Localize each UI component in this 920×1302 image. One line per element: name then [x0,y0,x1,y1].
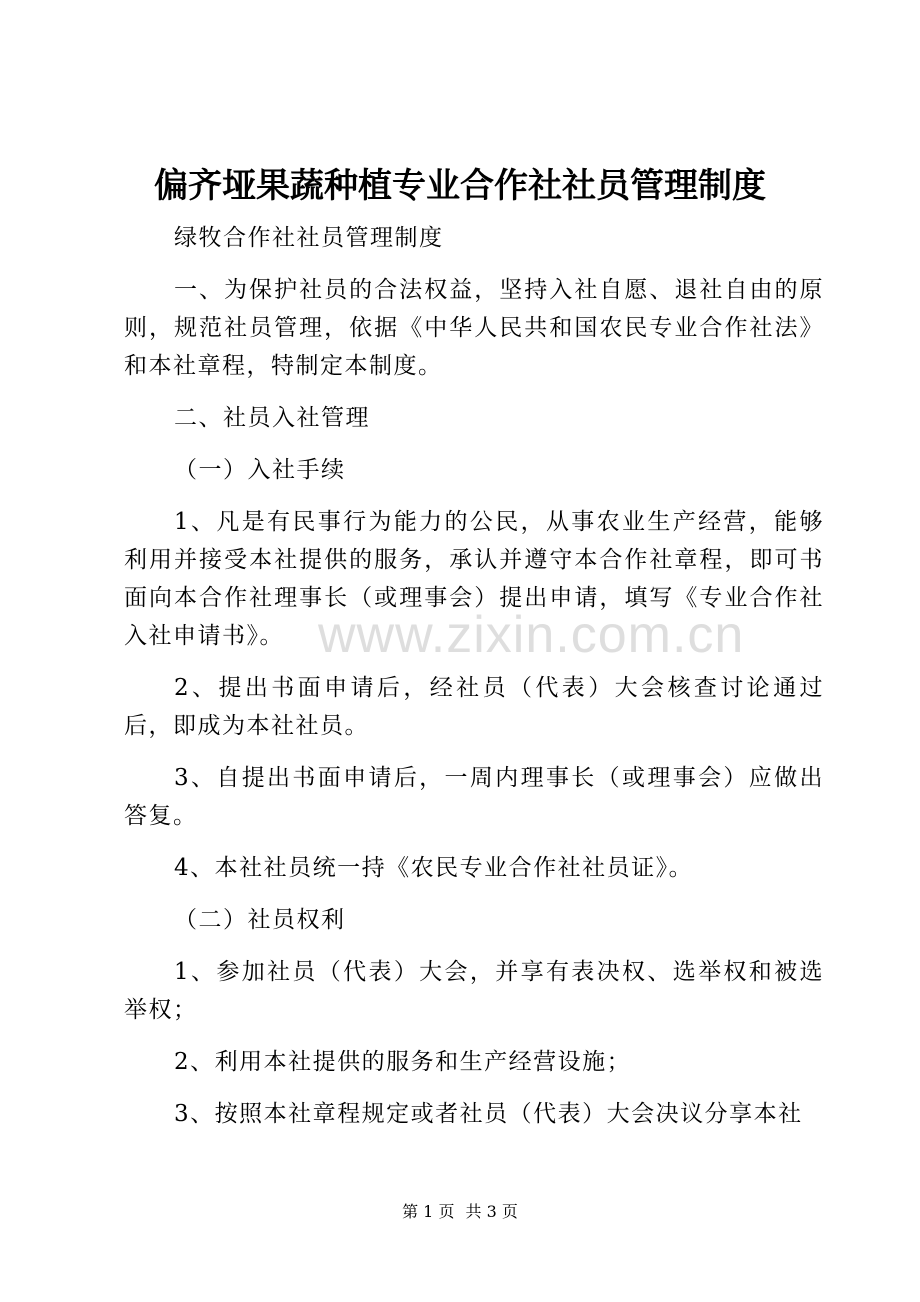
document-body [124,219,824,1147]
document-title: 偏齐垭果蔬种植专业合作社社员管理制度 [154,166,766,206]
paragraph-right-3: 3、按照本社章程规定或者社员（代表）大会决议分享本社 [174,1101,803,1127]
paragraph-purpose: 一、为保护社员的合法权益，坚持入社自愿、退社自由的原则，规范社员管理，依据《中华人民共和国农民专业合作社法》和本社章程，特制定本制度。 [124,277,824,379]
page-number: 第 1 页 [402,1202,455,1221]
paragraph-right-1: 1、参加社员（代表）大会，并享有表决权、选举权和被选举权； [124,959,824,1023]
paragraph-subtitle: 绿牧合作社社员管理制度 [174,225,444,251]
paragraph-item-4: 4、本社社员统一持《农民专业合作社社员证》。 [174,855,694,881]
subsection-heading-procedure: （一）入社手续 [174,457,346,483]
page-footer [0,1202,920,1222]
paragraph-right-2: 2、利用本社提供的服务和生产经营设施； [174,1049,632,1075]
section-heading-membership: 二、社员入社管理 [174,405,370,431]
paragraph-item-3: 3、自提出书面申请后，一周内理事长（或理事会）应做出答复。 [124,765,824,829]
paragraph-item-1: 1、凡是有民事行为能力的公民，从事农业生产经营，能够利用并接受本社提供的服务，承认并遵守本合作社章程，即可书面向本合作社理事长（或理事会）提出申请，填写《专业合作社入社申请书》。 [124,509,824,649]
paragraph-item-2: 2、提出书面申请后，经社员（代表）大会核查讨论通过后，即成为本社社员。 [124,675,824,739]
page-total: 共 3 页 [465,1202,518,1221]
watermark-text: www.zixin.com.cn [318,606,745,664]
subsection-heading-rights: （二）社员权利 [174,907,346,933]
